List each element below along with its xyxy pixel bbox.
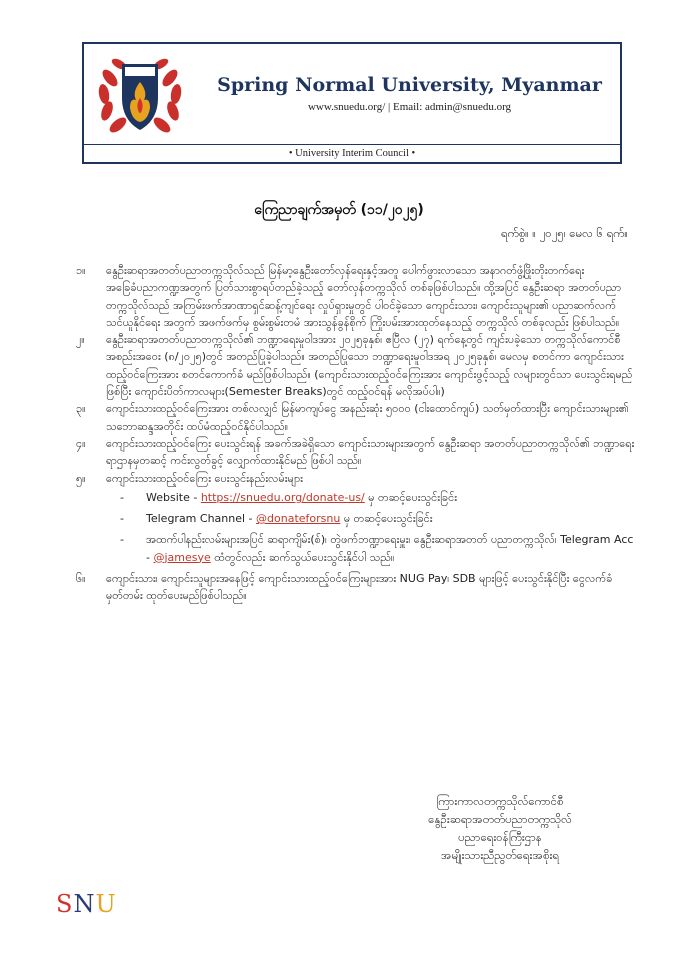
notice-date: ရက်စွဲ။ ။ ၂၀၂၅၊ မေလ ၆ ရက်။	[500, 226, 628, 240]
paragraph-number: ၆။	[76, 572, 86, 586]
method-suffix: ထံတွင်လည်း ဆက်သွယ်ပေးသွင်းနိုင်ပါ သည်။	[210, 550, 395, 564]
notice-title: ကြေညာချက်အမှတ် (၁၁/၂၀၂၅)	[254, 202, 424, 218]
method-label: Telegram Channel -	[146, 512, 257, 526]
paragraph-3	[76, 400, 636, 435]
paragraph-number: ၃။	[76, 402, 86, 416]
list-dash: -	[120, 490, 124, 504]
paragraph-2	[76, 331, 636, 400]
method-suffix: မှ တဆင့်ပေးသွင်းခြင်း	[364, 490, 457, 504]
paragraph-number: ၂။	[76, 333, 85, 347]
logo-letter-s: S	[56, 890, 74, 918]
list-item	[76, 489, 636, 506]
university-name: Spring Normal University, Myanmar	[217, 74, 602, 96]
paragraph-text: နွေဦးဆရာအတတ်ပညာတက္ကသိုလ်သည် မြန်မာ့နွေဦးတော်လှန်ရေးနှင့်အတူ ပေါက်ဖွားလာသော အနာဂတ်ဖွံ့ဖြိုးတိုးတက်ရေး အခြေခံပညာကဏ္ဍအတွက် ပြတ်သားစွာရပ်တည်ခဲ့သည့် တော်လှန်တက္ကသိုလ် တစ်ခုဖြစ်ပါသည်။ ထို့အပြင် နွေဦးဆရာ အတတ်ပညာတက္ကသိုလ်သည် အကြမ်းဖက်အာဏာရှင်ဆန့်ကျင်ရေး လှုပ်ရှားမှုတွင် ပါဝင်ခဲ့သော ကျောင်းသား၊ ကျောင်းသူများ၏ ပညာဆက်လက်သင်ယူနိုင်ရေး အတွက် အဖက်ဖက်မှ စွမ်းစွမ်းတမံ အားသွန်ခွန်စိုက် ကြိုးပမ်းအားထုတ်နေသည့် တက္ကသိုလ် တစ်ခုလည်း ဖြစ်ပါသည်။	[106, 264, 622, 329]
email-address[interactable]: Email: admin@snuedu.org	[392, 101, 512, 113]
list-item	[76, 510, 636, 527]
paragraph-number: ၅။	[76, 471, 86, 485]
header-divider	[84, 144, 620, 145]
paragraph-4	[76, 435, 636, 470]
logo-letter-n: N	[73, 890, 96, 918]
payment-methods-list	[76, 489, 636, 566]
telegram-account-link[interactable]: @jamesye	[153, 550, 211, 564]
donate-website-link[interactable]: https://snuedu.org/donate-us/	[200, 490, 365, 504]
contact-line	[202, 101, 617, 113]
signature-line: အမျိုးသားညီညွတ်ရေးအစိုးရ	[440, 848, 560, 862]
paragraph-text: နွေဦးဆရာအတတ်ပညာတက္ကသိုလ်၏ ဘဏ္ဍာရေးမူဝါဒအား ၂၀၂၅ခုနှစ်၊ ဧပြီလ (၂၇) ရက်နေ့တွင် ကျင်းပခဲ့သော တက္ကသိုလ်ကောင်စီအစည်းအဝေး (၈/၂၀၂၅)တွင် အတည်ပြုခဲ့ပါသည်။ အတည်ပြုသော ဘဏ္ဍာရေးမူဝါဒအရ ၂၀၂၅ခုနှစ်၊ မေလမှ စတင်ကာ ကျောင်းသားထည့်ဝင်ကြေးအား စတင်ကောက်ခံ မည်ဖြစ်ပါသည်။ (ကျောင်းသားထည့်ဝင်ကြေးအား ကျောင်းဖွင့်သည့် လများတွင်သာ ပေးသွင်းရမည် ဖြစ်ပြီး ကျောင်းပိတ်ကာလများ(Semester Breaks)တွင် ထည့်ဝင်ရန် မလိုအပ်ပါ။)	[106, 333, 633, 399]
paragraph-6	[76, 570, 636, 605]
method-label: အထက်ပါနည်းလမ်းများအပြင် ဆရာကျိမ်း(စ်)၊ တွဲဖက်ဘဏ္ဍာရေးမှူး၊ နွေဦးဆရာအတတ် ပညာတက္ကသိုလ်၊ Telegram Acc -	[146, 533, 634, 564]
signature-line: ပညာရေးဝန်ကြီးဌာန	[458, 830, 542, 844]
paragraph-5	[76, 470, 636, 487]
list-dash: -	[120, 512, 124, 526]
snu-footer-logo	[56, 890, 117, 918]
method-suffix: မှ တဆင့်ပေးသွင်းခြင်း	[340, 512, 433, 526]
letterhead	[82, 42, 622, 164]
signature-line: ကြားကာလတက္ကသိုလ်ကောင်စီ	[436, 794, 564, 808]
logo-letter-u: U	[95, 890, 117, 918]
signature-line: နွေဦးဆရာအတတ်ပညာတက္ကသိုလ်	[428, 812, 572, 826]
list-item	[76, 531, 636, 566]
signature-block	[370, 792, 630, 864]
paragraph-text: ကျောင်းသား၊ ကျောင်းသူများအနေဖြင့် ကျောင်းသားထည့်ဝင်ကြေးများအား NUG Pay၊ SDB များဖြင့် ပေးသွင်းနိုင်ပြီး ငွေလက်ခံမှတ်တမ်း ထုတ်ပေးမည်ဖြစ်ပါသည်။	[106, 572, 613, 603]
contact-separator: |	[385, 101, 393, 113]
paragraph-number: ၄။	[76, 436, 86, 450]
website-link[interactable]: www.snuedu.org/	[307, 101, 386, 113]
method-label: Website -	[146, 490, 201, 504]
council-label: • University Interim Council •	[288, 148, 416, 159]
university-seal-icon	[92, 48, 188, 142]
paragraph-number: ၁။	[76, 264, 86, 277]
list-dash: -	[120, 533, 124, 547]
paragraph-text: ကျောင်းသားထည့်ဝင်ကြေးအား တစ်လလျှင် မြန်မာကျပ်ငွေ အနည်းဆုံး ၅၀၀၀ (ငါးထောင်ကျပ်) သတ်မှတ်ထားပြီး ကျောင်းသားများ၏ သဘောဆန္ဒအတိုင်း ထပ်မံထည့်ဝင်နိုင်ပါသည်။	[106, 402, 629, 433]
paragraph-text: ကျောင်းသားထည့်ဝင်ကြေး ပေးသွင်းရန် အခက်အခဲရှိသော ကျောင်းသားများအတွက် နွေဦးဆရာ အတတ်ပညာတက္ကသိုလ်၏ ဘဏ္ဍာရေးရာဌာနမှတဆင့် ကင်းလွတ်ခွင့် လျှောက်ထားနိုင်မည် ဖြစ်ပါ သည်။	[106, 436, 635, 468]
telegram-channel-link[interactable]: @donateforsnu	[256, 512, 341, 526]
paragraph-text: ကျောင်းသားထည့်ဝင်ကြေး ပေးသွင်းနည်းလမ်းများ	[106, 471, 303, 485]
notice-body	[76, 262, 636, 605]
paragraph-1	[76, 262, 636, 331]
